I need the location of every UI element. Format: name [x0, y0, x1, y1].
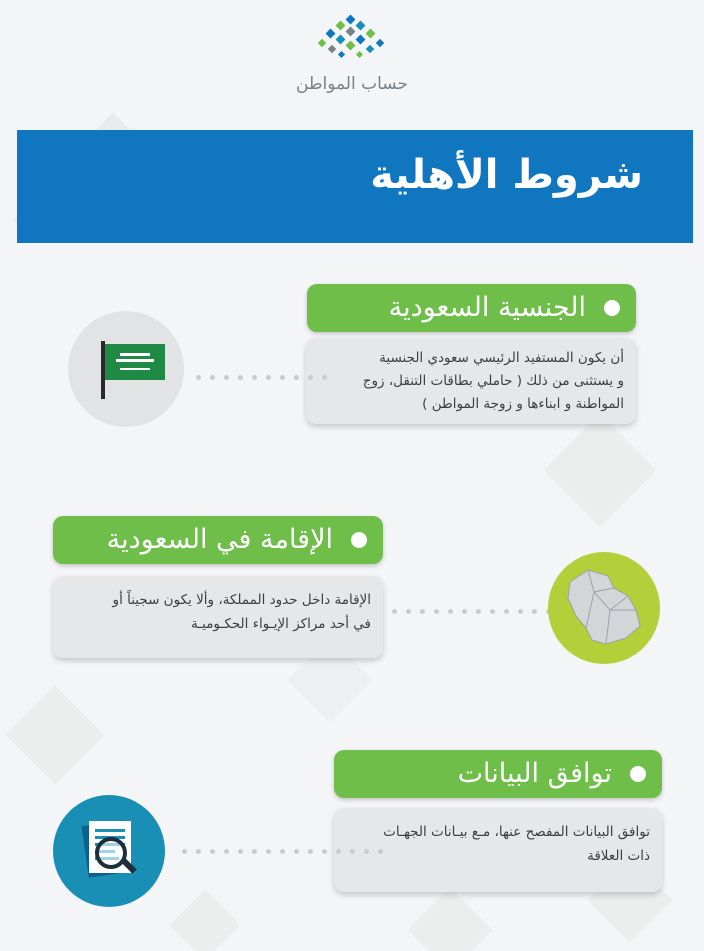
text-line: في أحد مراكز الإيـواء الحكـوميـة: [190, 616, 371, 632]
section-title-text: الجنسية السعودية: [388, 292, 586, 323]
section-title-residence: [53, 516, 383, 564]
section-box-data-match: [334, 808, 662, 892]
text-line: أن يكون المستفيد الرئيسي سعودي الجنسية: [379, 350, 624, 366]
text-line: المواطنة و ابناءها و زوجة المواطن ): [422, 396, 624, 412]
text-line: و يستثنى من ذلك ( حاملي بطاقات التنقل، زوج: [362, 373, 624, 389]
text-line: توافق البيانات المفصح عنها، مـع بيـانات الجهـات: [383, 824, 650, 840]
flag-circle: [68, 311, 184, 427]
document-circle: [53, 795, 165, 907]
bullet-dot: [630, 766, 646, 782]
section-box-nationality: [306, 338, 636, 424]
saudi-map-icon: [548, 552, 660, 664]
connector-dots: [182, 849, 383, 854]
connector-dots: [196, 375, 327, 380]
citizen-account-logo-icon: [307, 14, 397, 70]
page-title: شروط الأهلية: [370, 152, 643, 198]
section-title-nationality: [307, 284, 636, 332]
logo: [0, 14, 704, 94]
section-title-text: الإقامة في السعودية: [106, 524, 333, 555]
section-title-data-match: [334, 750, 662, 798]
text-line: ذات العلاقة: [587, 848, 650, 864]
text-line: الإقامة داخل حدود المملكة، وألا يكون سجيناً أو: [112, 592, 371, 608]
title-banner: [17, 130, 693, 243]
saudi-flag-icon: [68, 311, 184, 427]
section-box-residence: [53, 576, 383, 658]
map-circle: [548, 552, 660, 664]
section-title-text: توافق البيانات: [457, 758, 612, 789]
logo-text: حساب المواطن: [296, 74, 408, 94]
bullet-dot: [351, 532, 367, 548]
bullet-dot: [604, 300, 620, 316]
document-search-icon: [53, 795, 165, 907]
